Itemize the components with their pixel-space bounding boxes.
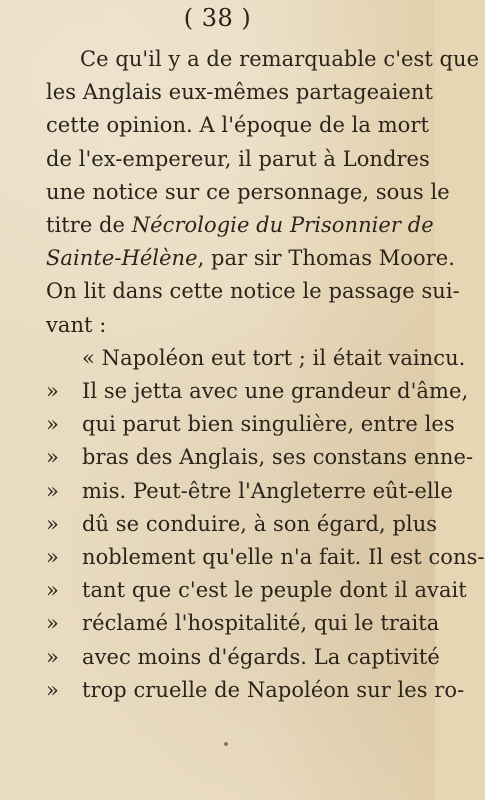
guillemet-4: » [46, 478, 59, 503]
guillemet-6: » [46, 545, 59, 570]
quote-line-8: tant que c'est le peuple dont il avait [82, 578, 467, 603]
quote-line-10: avec moins d'égards. La captivité [82, 644, 440, 669]
line-7 [46, 242, 455, 275]
author-credit: , par sir Thomas Moore. [197, 246, 455, 271]
opening-guillemet: « [82, 345, 95, 370]
italic-title-part-2: Sainte-Hélène [46, 246, 198, 271]
line-19 [46, 641, 440, 674]
line-2: les Anglais eux-mêmes partageaient [46, 80, 433, 105]
quote-line-5: mis. Peut-être l'Angleterre eût-elle [82, 478, 453, 503]
line-16 [46, 541, 485, 574]
guillemet-3: » [46, 445, 59, 470]
main-text [46, 43, 485, 707]
line-20 [46, 674, 465, 707]
stray-ink-dot [224, 742, 228, 746]
line-1: Ce qu'il y a de remarquable c'est que [80, 47, 480, 71]
quote-line-9: réclamé l'hospitalité, qui le traita [82, 611, 440, 636]
line-10 [46, 342, 466, 375]
line-9: vant : [46, 312, 107, 337]
quote-line-3: qui parut bien singulière, entre les [82, 412, 455, 437]
quote-line-6: dû se conduire, à son égard, plus [82, 511, 438, 536]
line-6 [46, 209, 434, 242]
line-13 [46, 441, 474, 474]
guillemet-9: » [46, 644, 59, 669]
guillemet-2: » [46, 412, 59, 437]
line-15 [46, 508, 438, 541]
title-prefix: titre de [46, 213, 132, 238]
quote-line-11: trop cruelle de Napoléon sur les ro- [82, 677, 465, 702]
line-3: cette opinion. A l'époque de la mort [46, 113, 429, 138]
line-4: de l'ex-empereur, il parut à Londres [46, 146, 430, 171]
line-5: une notice sur ce personnage, sous le [46, 179, 450, 204]
line-11 [46, 375, 469, 408]
quote-line-1: Napoléon eut tort ; il était vaincu. [101, 345, 466, 370]
quote-line-2: Il se jetta avec une grandeur d'âme, [82, 379, 469, 404]
line-8: On lit dans cette notice le passage sui- [46, 279, 460, 304]
line-12 [46, 408, 455, 441]
guillemet-1: » [46, 379, 59, 404]
line-17 [46, 574, 467, 607]
italic-title-part-1: Nécrologie du Prisonnier de [131, 213, 434, 238]
page-number: ( 38 ) [183, 4, 252, 32]
quote-line-4: bras des Anglais, ses constans enne- [82, 445, 474, 470]
guillemet-8: » [46, 611, 59, 636]
line-18 [46, 607, 440, 640]
guillemet-7: » [46, 578, 59, 603]
guillemet-5: » [46, 511, 59, 536]
line-14 [46, 475, 453, 508]
guillemet-10: » [46, 677, 59, 702]
quote-line-7: noblement qu'elle n'a fait. Il est cons- [82, 545, 485, 570]
